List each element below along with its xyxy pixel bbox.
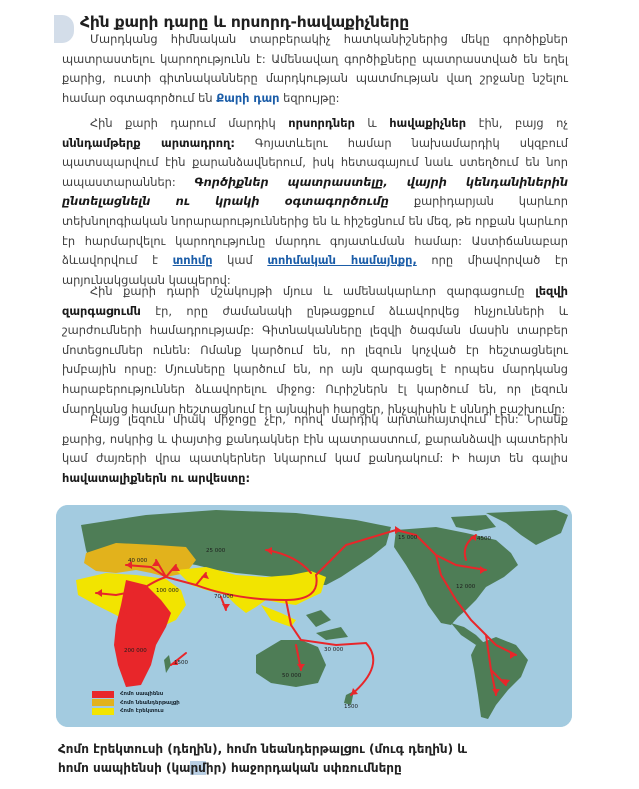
label-greenland: 4500: [477, 536, 491, 542]
text: հոմո սապիենսի (կա: [58, 760, 191, 775]
text: Մարդկանց հիմնական տարբերակիչ հատկանիշներից մեկը գործիքներ պատրաստելու կարողությունն է: Ամենավաղ գործիքները պատրաստված են եղել քարից, ուստի գիտնականները մարդկության պատմության վաղ շրջանը նշելու համար օգտագործում են: [62, 32, 568, 105]
section-title: Հին քարի դարը և որսորդ-հավաքիչները: [80, 13, 410, 31]
map-legend: [92, 690, 180, 716]
legend-item-erectus: [92, 707, 180, 715]
text-selection[interactable]: րմ: [190, 760, 206, 775]
text: Գոյատևելու համար նախամարդիկ սկզբում պատսպարվում էին քարանձավներում, իսկ հետագայում նաև ստեղծում են նոր ապաստարաններ:: [62, 135, 568, 189]
key-term-clan: տոհմը: [172, 253, 213, 268]
map-caption: [58, 740, 467, 777]
label-south-asia: 70 000: [214, 594, 234, 600]
bold-hunters: որսորդներ: [288, 116, 355, 130]
text: Հին քարի դարի մշակույթի մյուս և ամենակարևոր զարգացումը: [90, 284, 536, 298]
text: իր) հաջորդական սփռումները: [205, 760, 402, 775]
text: կամ: [212, 253, 268, 268]
caption-line-2: [58, 759, 467, 778]
bold-language-development: լեզվի զարգացումն: [62, 284, 568, 318]
legend-label: Հոմո սապիենս: [120, 691, 164, 697]
legend-swatch-red: [92, 691, 114, 698]
label-middle-east: 100 000: [156, 588, 179, 594]
text: որը միավորված էր արյունակցական կապերով:: [62, 253, 568, 287]
legend-item-sapiens: [92, 690, 180, 698]
bold-beliefs-art: հավատալիքներն ու արվեստը:: [62, 470, 251, 485]
bold-italic-innovations: Գործիքներ պատրաստելը, վայրի կենդանիներին ընտելացնելն ու կրակի օգտագործումը: [62, 174, 569, 209]
text: էր, որը ժամանակի ընթացքում ձևավորվեց հնչյունների և շարժումների համադրությամբ: Գիտնականները լեզվի ծագման մասին տարբեր մոտեցումներ ունեն: Ոմանք կարծում են, որ լեզուն կոչված էր հեշտացնելու խմբային որսը: Մյուսները կարծում են, որ այն զարգացել է որպես մարդկանց հարաբերություններ ձևավորելու միջոց: Ուրիշներն էլ կարծում են, որ լեզուն մարդկանց համար հեշտացնում էր այնպիսի հարցեր, ինչպիսին է սննդի բաշխումը:: [62, 303, 568, 416]
paragraph-1: [62, 30, 568, 108]
label-europe: 40 000: [128, 558, 148, 564]
text: քարիդարյան կարևոր տեխնոլոգիական նորարարություններից են և հիշեցնում են մեզ, թե որքան կարևոր էր հարմարվելու կարողությունը մարդու գոյատևման համար: Աստիճանաբար ձևավորվում է: [62, 194, 568, 268]
legend-swatch-yellow: [92, 708, 114, 715]
text: և: [354, 116, 390, 130]
label-australia: 50 000: [282, 673, 302, 679]
legend-swatch-dark-yellow: [92, 699, 114, 706]
legend-label: Հոմո էրեկտուս: [120, 708, 164, 714]
label-beringia: 15 000: [398, 535, 418, 541]
key-term-clan-community: տոհմական համայնքը,: [267, 253, 417, 268]
label-pacific: 30 000: [324, 647, 344, 653]
bold-gatherers: հավաքիչներ: [389, 116, 467, 130]
legend-label: Հոմո նեանդերթալցի: [120, 699, 180, 706]
bold-food-producers: սննդամթերք արտադրող:: [62, 135, 235, 150]
legend-item-neanderthal: [92, 699, 180, 707]
text: Հին քարի դարում մարդիկ: [90, 116, 289, 130]
label-north-america: 12 000: [456, 584, 476, 590]
paragraph-3: [62, 282, 568, 419]
label-siberia: 25 000: [206, 548, 226, 554]
text: Բայց լեզուն միակ միջոցը չէր, որով մարդիկ արտահայտվում էին: Նրանք քարից, ոսկրից և փայտից քանդակներ էին պատրաստում, քարանձավի պատերին կամ ժայռերի վրա պատկերներ նկարում կամ քանդակում: Ի հայտ են գալիս: [62, 412, 568, 466]
paragraph-2: [62, 114, 568, 290]
text: եզրույթը:: [279, 90, 340, 105]
key-term-stone-age: Քարի դար: [216, 90, 280, 105]
text: էին, բայց ոչ: [466, 116, 569, 130]
paragraph-4: [62, 410, 568, 488]
label-new-zealand: 1500: [344, 704, 358, 710]
label-madagascar: 1500: [174, 660, 188, 666]
caption-line-1: Հոմո էրեկտուսի (դեղին), հոմո նեանդերթալցու (մուգ դեղին) և: [58, 742, 468, 756]
label-africa: 200 000: [124, 648, 147, 654]
